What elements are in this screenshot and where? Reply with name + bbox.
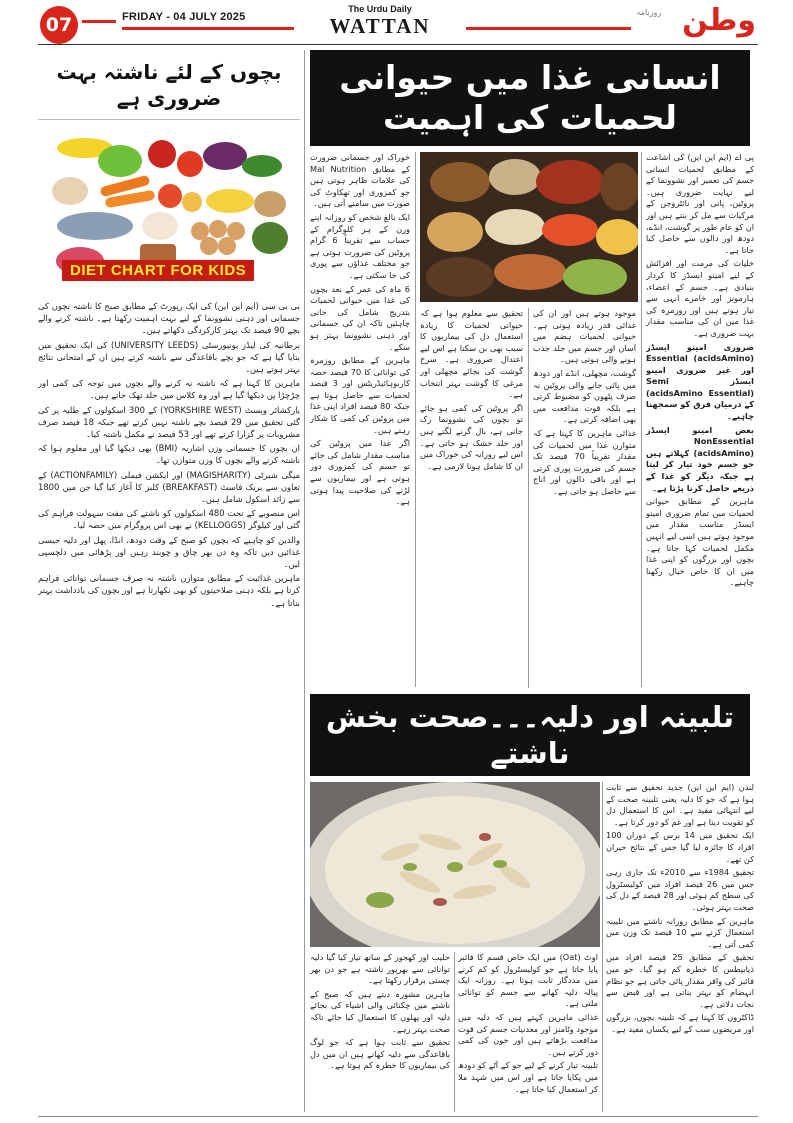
talbina-col-bottom-2 <box>310 952 450 1112</box>
talbina-para: ڈاکٹروں کا کہنا ہے کہ تلبینہ بچوں، بزرگوں اور مریضوں سب کے لیے یکساں مفید ہے۔ <box>606 1012 754 1034</box>
column-divider <box>602 782 603 1112</box>
main-col2-para: اگر پروٹین کی کمی ہو جائے تو بچوں کی نشوونما رک جاتی ہے، بال گرنے لگتے ہیں اور جلد خشک ہو جاتی ہے۔ اس لیے روزانہ کی خوراک میں ان کا شامل ہونا لازمی ہے۔ <box>420 402 523 471</box>
talbina-headline: تلبینہ اور دلیہ۔۔۔صحت بخش ناشتے <box>310 694 750 776</box>
masthead-rule-date <box>122 27 294 30</box>
kids-para: والدین کو چاہیے کہ بچوں کو صبح کے وقت دودھ، انڈا، پھل اور دلیہ جیسی غذائیں دیں تاکہ وہ دن بھر چاق و چوبند رہیں اور پڑھائی میں دلچسپی لیں۔ <box>38 534 300 570</box>
main-col2-para: موجود ہوتے ہیں اور ان کی غذائی قدر زیادہ ہوتی ہے۔ حیوانی لحمیات ہضم میں آسان اور جسم میں جلد جذب ہونے والی ہوتی ہیں۔ <box>533 308 636 365</box>
masthead-rule-left <box>82 20 116 23</box>
talbina-para: اوٹ (Oat) میں ایک خاص قسم کا فائبر پایا جاتا ہے جو کولیسٹرول کو کم کرنے میں مددگار ثابت ہوتا ہے۔ روزانہ ایک پیالہ دلیہ کھانے سے جسم کو توانائی ملتی ہے۔ <box>458 952 598 1009</box>
masthead-date: FRIDAY - 04 JULY 2025 <box>122 11 246 23</box>
talbina-para: لندن (ایم این این) جدید تحقیق سے ثابت ہوا ہے کہ جو کا دلیہ یعنی تلبینہ صحت کے لیے انتہائی مفید ہے۔ اس کا استعمال دل کو تقویت دیتا ہے اور غم کو دور کرتا ہے۔ <box>606 782 754 827</box>
main-col3-para: ماہرین کے مطابق روزمرہ کی توانائی کا 70 فیصد حصہ کاربوہائیڈریٹس اور 3 فیصد لحمیات سے حاصل ہوتا ہے جبکہ 80 فیصد افراد اپنی غذا میں پروٹین کی کمی کا شکار رہتے ہیں۔ <box>310 355 410 435</box>
main-col1-para: بعض امینو ایسڈز NonEssential (acidsAmino) کہلاتے ہیں جو جسم خود تیار کر لیتا ہے جبکہ دیگر کو غذا کے ذریعے حاصل کرنا پڑتا ہے۔ <box>646 424 754 493</box>
porridge-bowl-illustration <box>310 782 600 947</box>
page-number: 07 <box>40 6 78 44</box>
kids-para: ان بچوں کا جسمانی وزن اشاریہ (BMI) بھی دیکھا گیا اور معلوم ہوا کہ ناشتہ کرنے والے بچوں کا وزن متوازن تھا۔ <box>38 443 300 466</box>
main-article-col-3 <box>310 152 410 687</box>
kids-para: یارکشائر ویسٹ (YORKSHIRE WEST) کے 300 اسکولوں کے طلبہ پر کی گئی تحقیق میں 29 فیصد بچے ناشتہ نہیں کرتے تھے جبکہ 18 فیصد صرف مشروبات پر گزارا کرتے تھے اور 53 فیصد نے مکمل ناشتہ کیا۔ <box>38 404 300 440</box>
kids-para: میگی شیرٹی (MAGISHARITY) اور ایکشن فیملی (ACTIONFAMILY) کے تعاون سے بریک فاسٹ (BREAKFAST) کلبز کا آغاز کیا گیا جن میں 1800 سے زائد اسکول شامل ہیں۔ <box>38 469 300 505</box>
talbina-para: تحقیق کے مطابق 25 فیصد افراد میں ذیابیطس کا خطرہ کم ہو گیا۔ جو میں فائبر کی وافر مقدار پائی جاتی ہے جو نظام انہضام کو بہتر بناتی ہے اور قبض سے نجات دلاتی ہے۔ <box>606 952 754 1009</box>
main-col3-para: ایک بالغ شخص کو روزانہ اپنے وزن کے ہر کلوگرام کے حساب سے تقریباً 6 گرام پروٹین کی ضرورت ہوتی ہے جو مختلف غذاؤں سے پوری کی جا سکتی ہے۔ <box>310 211 410 280</box>
talbina-para: حلیب اور کھجور کے ساتھ تیار کیا گیا دلیہ توانائی سے بھرپور ناشتہ ہے جو دن بھر چستی برقرار رکھتا ہے۔ <box>310 952 450 986</box>
kids-para: اس منصوبے کے تحت 480 اسکولوں کو ناشتے کی مفت سہولت فراہم کی گئی اور کیلوگز (KELLOGGS) نے بھی اس پروگرام میں حصہ لیا۔ <box>38 508 300 531</box>
main-article-col-2 <box>420 308 636 688</box>
masthead-rule-right <box>466 27 631 30</box>
talbina-para: ماہرین کے مطابق روزانہ ناشتے میں تلبینہ استعمال کرنے سے 10 فیصد تک وزن میں کمی آتی ہے۔ <box>606 915 754 949</box>
talbina-para: تحقیق سے ثابت ہوا ہے کہ جو لوگ باقاعدگی سے دلیہ کھاتے ہیں ان میں دل کی بیماریوں کا خطرہ کم ہوتا ہے۔ <box>310 1037 450 1071</box>
masthead-divider <box>38 44 758 45</box>
masthead-center <box>300 4 460 38</box>
protein-foods-illustration <box>420 152 638 302</box>
main-col1-para: پی اے (ایم این این) کی اشاعت کے مطابق لحمیات انسانی جسم کی تعمیر اور نشوونما کے لیے نہایت ضروری ہیں۔ پروٹین، پانی اور نائٹروجن کے مرکبات سے مل کر بنتے ہیں اور ان کو عام طور پر گوشت، انڈے، دودھ اور دالوں سے حاصل کیا جاتا ہے۔ <box>646 152 754 255</box>
masthead-subtitle: The Urdu Daily <box>348 4 412 14</box>
talbina-image <box>310 782 600 947</box>
talbina-para: ایک تحقیق میں 14 برس کے دوران 100 افراد کا جائزہ لیا گیا جس کے نتائج حیران کن تھے۔ <box>606 830 754 864</box>
kids-para: ماہرین کا کہنا ہے کہ ناشتہ نہ کرنے والے بچوں میں توجہ کی کمی اور چڑچڑا پن دیکھا گیا ہے اور وہ کلاس میں جلد تھک جاتے ہیں۔ <box>38 378 300 401</box>
kids-para: ماہرین غذائیت کے مطابق متوازن ناشتہ نہ صرف جسمانی توانائی فراہم کرتا ہے بلکہ ذہنی صلاحیتوں کو بھی نکھارتا ہے اور بچوں کی یادداشت بہتر بناتا ہے۔ <box>38 573 300 608</box>
column-divider <box>641 152 642 687</box>
main-headline: انسانی غذا میں حیوانی لحمیات کی اہمیت <box>310 50 750 146</box>
main-col3-para: اگر غذا میں پروٹین کی مناسب مقدار شامل کی جائے تو جسم کی کمزوری دور ہوتی ہے اور بیماریوں سے لڑنے کی صلاحیت پیدا ہوتی ہے۔ <box>310 438 410 507</box>
talbina-col-right <box>606 782 754 1112</box>
section-divider <box>304 50 305 1112</box>
main-article-col-1 <box>646 152 754 687</box>
main-col2-para: گوشت، مچھلی، انڈے اور دودھ میں پائی جانے والی پروٹین نہ صرف پٹھوں کو مضبوط کرتی ہے بلکہ قوت مدافعت میں بھی اضافہ کرتی ہے۔ <box>533 367 636 425</box>
main-col1-para: ضروری امینو ایسڈز Essential (acidsAmino) اور غیر ضروری امینو ایسڈز Semi (acidsAmino Essential) کے درمیان فرق کو سمجھنا چاہیے۔ <box>646 341 754 422</box>
kids-headline: بچوں کے لئے ناشتہ بہت ضروری ہے <box>38 50 300 120</box>
main-col1-para: ماہرین کے مطابق حیوانی لحمیات میں تمام ضروری امینو ایسڈز مناسب مقدار میں موجود ہوتے ہیں اسی لیے انہیں مکمل لحمیات کہا جاتا ہے۔ بچوں اور بزرگوں کو اپنی غذا میں ان کا خاص خیال رکھنا چاہیے۔ <box>646 496 754 588</box>
column-divider <box>415 152 416 687</box>
column-divider <box>454 952 455 1112</box>
kids-diet-image <box>50 126 290 291</box>
main-col3-para: خوراک اور جسمانی ضرورت کے مطابق Mal Nutrition کی علامات ظاہر ہوتی ہیں جو کمزوری اور تھکاوٹ کی صورت میں سامنے آتی ہیں۔ <box>310 152 410 209</box>
talbina-para: غذائی ماہرین کہتے ہیں کہ دلیہ میں موجود وٹامنز اور معدنیات جسم کی قوت مدافعت بڑھاتے ہیں اور خون کی کمی دور کرتے ہیں۔ <box>458 1011 598 1057</box>
footer-rule <box>38 1116 758 1117</box>
diet-chart-badge: DIET CHART FOR KIDS <box>62 260 254 281</box>
masthead-title: WATTAN <box>329 14 431 38</box>
talbina-para: ماہرین مشورہ دیتے ہیں کہ صبح کے ناشتے میں چکنائی والی اشیاء کی بجائے دلیہ اور پھلوں کا استعمال کیا جائے تاکہ صحت بہتر رہے۔ <box>310 988 450 1034</box>
main-protein-image <box>420 152 638 302</box>
main-col2-para: تحقیق سے معلوم ہوا ہے کہ حیوانی لحمیات کا زیادہ استعمال دل کی بیماریوں کا سبب بھی بن سکتا ہے اس لیے اعتدال ضروری ہے۔ سرخ گوشت کی بجائے مچھلی اور مرغی کا گوشت بہتر انتخاب ہے۔ <box>420 308 523 400</box>
talbina-col-bottom-1 <box>458 952 598 1112</box>
masthead-logo: وطن <box>682 3 756 38</box>
main-col1-para: خلیات کی مرمت اور افزائش کے لیے امینو ایسڈز کا کردار بنیادی ہے۔ جسم کے اعضاء، ہارمونز اور خامرے انہی سے تیار ہوتے ہیں اور روزمرہ کی غذا میں ان کی مناسب مقدار بہت ضروری ہے۔ <box>646 258 754 338</box>
masthead <box>0 0 793 44</box>
talbina-para: تحقیق 1984ء سے 2010ء تک جاری رہی جس میں 26 فیصد افراد میں کولیسٹرول کی سطح کم ہوئی اور 28 فیصد کے دل کی صحت بہتر ہوئی۔ <box>606 867 754 912</box>
main-col3-para: 6 ماہ کی عمر کے بعد بچوں کی غذا میں حیوانی لحمیات بتدریج شامل کی جانی چاہئیں تاکہ ان کی جسمانی اور ذہنی نشوونما بہتر ہو سکے۔ <box>310 283 410 352</box>
masthead-logo-sub: روزنامہ <box>636 8 662 17</box>
kids-para: بی بی سی (ایم این این) کی ایک رپورٹ کے مطابق صبح کا ناشتہ بچوں کی جسمانی اور ذہنی نشوونما کے لیے بہت اہمیت رکھتا ہے۔ ناشتہ کرنے والے بچے 90 فیصد تک بہتر کارکردگی دکھاتے ہیں۔ <box>38 301 300 336</box>
main-col2-para: غذائی ماہرین کا کہنا ہے کہ متوازن غذا میں لحمیات کی مقدار تقریباً 70 فیصد تک جسم کی ضرورت پوری کرتی ہے اور باقی دالوں اور اناج سے حاصل ہو جاتی ہے۔ <box>533 427 636 496</box>
kids-para: برطانیہ کی لیڈز یونیورسٹی (UNIVERSITY LEEDS) کی ایک تحقیق میں بتایا گیا ہے کہ جو بچے باقاعدگی سے ناشتہ کرتے ہیں ان کے امتحانی نتائج بہتر ہوتے ہیں۔ <box>38 339 300 375</box>
talbina-para: تلبینہ تیار کرنے کے لیے جو کے آٹے کو دودھ میں پکایا جاتا ہے اور اس میں شہد ملا کر استعمال کیا جاتا ہے۔ <box>458 1060 598 1094</box>
kids-article-body <box>38 300 300 1112</box>
